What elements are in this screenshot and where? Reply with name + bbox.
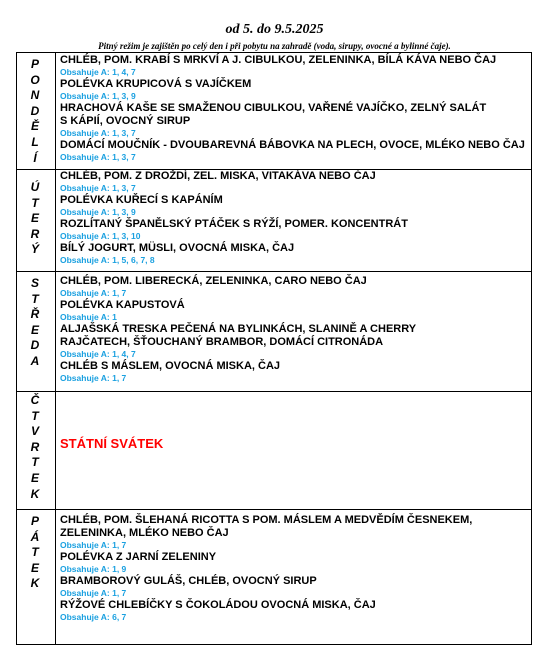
meal-snack: DOMÁCÍ MOUČNÍK - DVOUBAREVNÁ BÁBOVKA NA PLECH, OVOCE, MLÉKO NEBO ČAJ [60,139,525,151]
allergen-info: Obsahuje A: 1, 9 [60,564,127,574]
day-letter: E [30,211,39,226]
meal-breakfast: CHLÉB, POM. LIBERECKÁ, ZELENINKA, CARO NEBO ČAJ [60,275,367,287]
meal-breakfast: CHLÉB, POM. KRABÍ S MRKVÍ A J. CIBULKOU, ZELENINKA, BÍLÁ KÁVA NEBO ČAJ [60,54,497,66]
meal-soup: POLÉVKA KUŘECÍ S KAPÁNÍM [60,194,223,206]
day-letter: Ú [30,180,40,194]
day-letter: E [30,470,39,485]
day-letter: L [31,134,39,149]
allergen-info: Obsahuje A: 1, 7 [60,288,127,298]
day-menu-tuesday [60,170,528,266]
day-letter: P [30,57,39,71]
allergen-info: Obsahuje A: 1, 7 [60,588,127,598]
allergen-info: Obsahuje A: 1, 3, 10 [60,231,141,241]
meal-lunch: HRACHOVÁ KAŠE SE SMAŽENOU CIBULKOU, VAŘENÉ VAJÍČKO, ZELNÝ SALÁT S KÁPIÍ, OVOCNÝ SIRUP [60,102,487,127]
day-letter: S [30,276,39,290]
row-divider [17,509,531,510]
allergen-info: Obsahuje A: 1, 4, 7 [60,67,136,77]
day-letter: P [30,514,39,528]
day-letter: Í [33,150,37,165]
day-letter: T [31,545,39,560]
day-letter: T [31,195,39,210]
allergen-info: Obsahuje A: 1, 3, 9 [60,91,136,101]
meal-snack: BÍLÝ JOGURT, MÜSLI, OVOCNÁ MISKA, ČAJ [60,242,295,254]
day-letter: T [31,291,39,306]
day-letter: D [30,338,40,353]
day-letter: Ě [30,119,39,134]
row-divider [17,271,531,272]
meal-lunch: BRAMBOROVÝ GULÁŠ, CHLÉB, OVOCNÝ SIRUP [60,575,317,587]
day-menu-friday [60,514,528,623]
day-letter: E [30,560,39,575]
menu-title: od 5. do 9.5.2025 [225,22,324,37]
day-letter: Ř [30,307,40,322]
allergen-info: Obsahuje A: 1, 7 [60,540,127,550]
day-column-divider [55,53,56,644]
meal-lunch: ALJAŠSKÁ TRESKA PEČENÁ NA BYLINKÁCH, SLANINĚ A CHERRY RAJČATECH, ŠŤOUCHANÝ BRAMBOR, DOMÁCÍ CITRONÁDA [60,323,417,348]
allergen-info: Obsahuje A: 1, 3, 7 [60,183,136,193]
day-letter: N [30,88,40,103]
day-label-thursday [16,393,54,502]
day-label-tuesday [16,180,54,258]
day-letter: K [30,486,40,501]
allergen-info: Obsahuje A: 6, 7 [60,612,127,622]
meal-breakfast: CHLÉB, POM. ŠLEHANÁ RICOTTA S POM. MÁSLEM A MEDVĚDÍM ČESNEKEM, ZELENINKA, MLÉKO NEBO ČAJ [60,514,473,539]
meal-snack: RÝŽOVÉ CHLEBÍČKY S ČOKOLÁDOU OVOCNÁ MISKA, ČAJ [60,599,376,611]
day-letter: E [30,322,39,337]
day-letter: T [31,408,39,423]
meal-soup: POLÉVKA KRUPICOVÁ S VAJÍČKEM [60,78,252,90]
meal-soup: POLÉVKA Z JARNÍ ZELENINY [60,551,217,563]
day-letter: V [30,424,39,439]
day-menu-wednesday [60,275,528,384]
day-letter: A [30,353,40,368]
day-letter: D [30,103,40,118]
day-letter: Á [30,529,40,544]
meal-lunch: ROZLÍTANÝ ŠPANĚLSKÝ PTÁČEK S RÝŽÍ, POMER. KONCENTRÁT [60,218,408,230]
day-letter: O [30,72,40,87]
day-label-monday [16,57,54,166]
allergen-info: Obsahuje A: 1 [60,312,117,322]
day-label-wednesday [16,276,54,370]
day-letter: Ý [30,242,39,257]
meal-snack: CHLÉB S MÁSLEM, OVOCNÁ MISKA, ČAJ [60,360,281,372]
day-letter: T [31,455,39,470]
allergen-info: Obsahuje A: 1, 4, 7 [60,349,136,359]
allergen-info: Obsahuje A: 1, 3, 7 [60,128,136,138]
drinking-regime-note: Pitný režim je zajištěn po celý den i při pobytu na zahradě (voda, sirupy, ovocné a bylinné čaje). [98,41,451,51]
row-divider [17,391,531,392]
day-letter: K [30,576,40,591]
day-label-friday [16,514,54,592]
public-holiday-notice: STÁTNÍ SVÁTEK [60,436,164,451]
allergen-info: Obsahuje A: 1, 5, 6, 7, 8 [60,255,155,265]
allergen-info: Obsahuje A: 1, 3, 7 [60,152,136,162]
day-letter: R [30,439,40,454]
allergen-info: Obsahuje A: 1, 7 [60,373,127,383]
day-letter: Č [30,393,40,407]
allergen-info: Obsahuje A: 1, 3, 9 [60,207,136,217]
day-letter: R [30,226,40,241]
day-menu-monday [60,54,528,163]
meal-breakfast: CHLÉB, POM. Z DROŽDÍ, ZEL. MISKA, VITAKÁVA NEBO ČAJ [60,170,376,182]
meal-soup: POLÉVKA KAPUSTOVÁ [60,299,185,311]
